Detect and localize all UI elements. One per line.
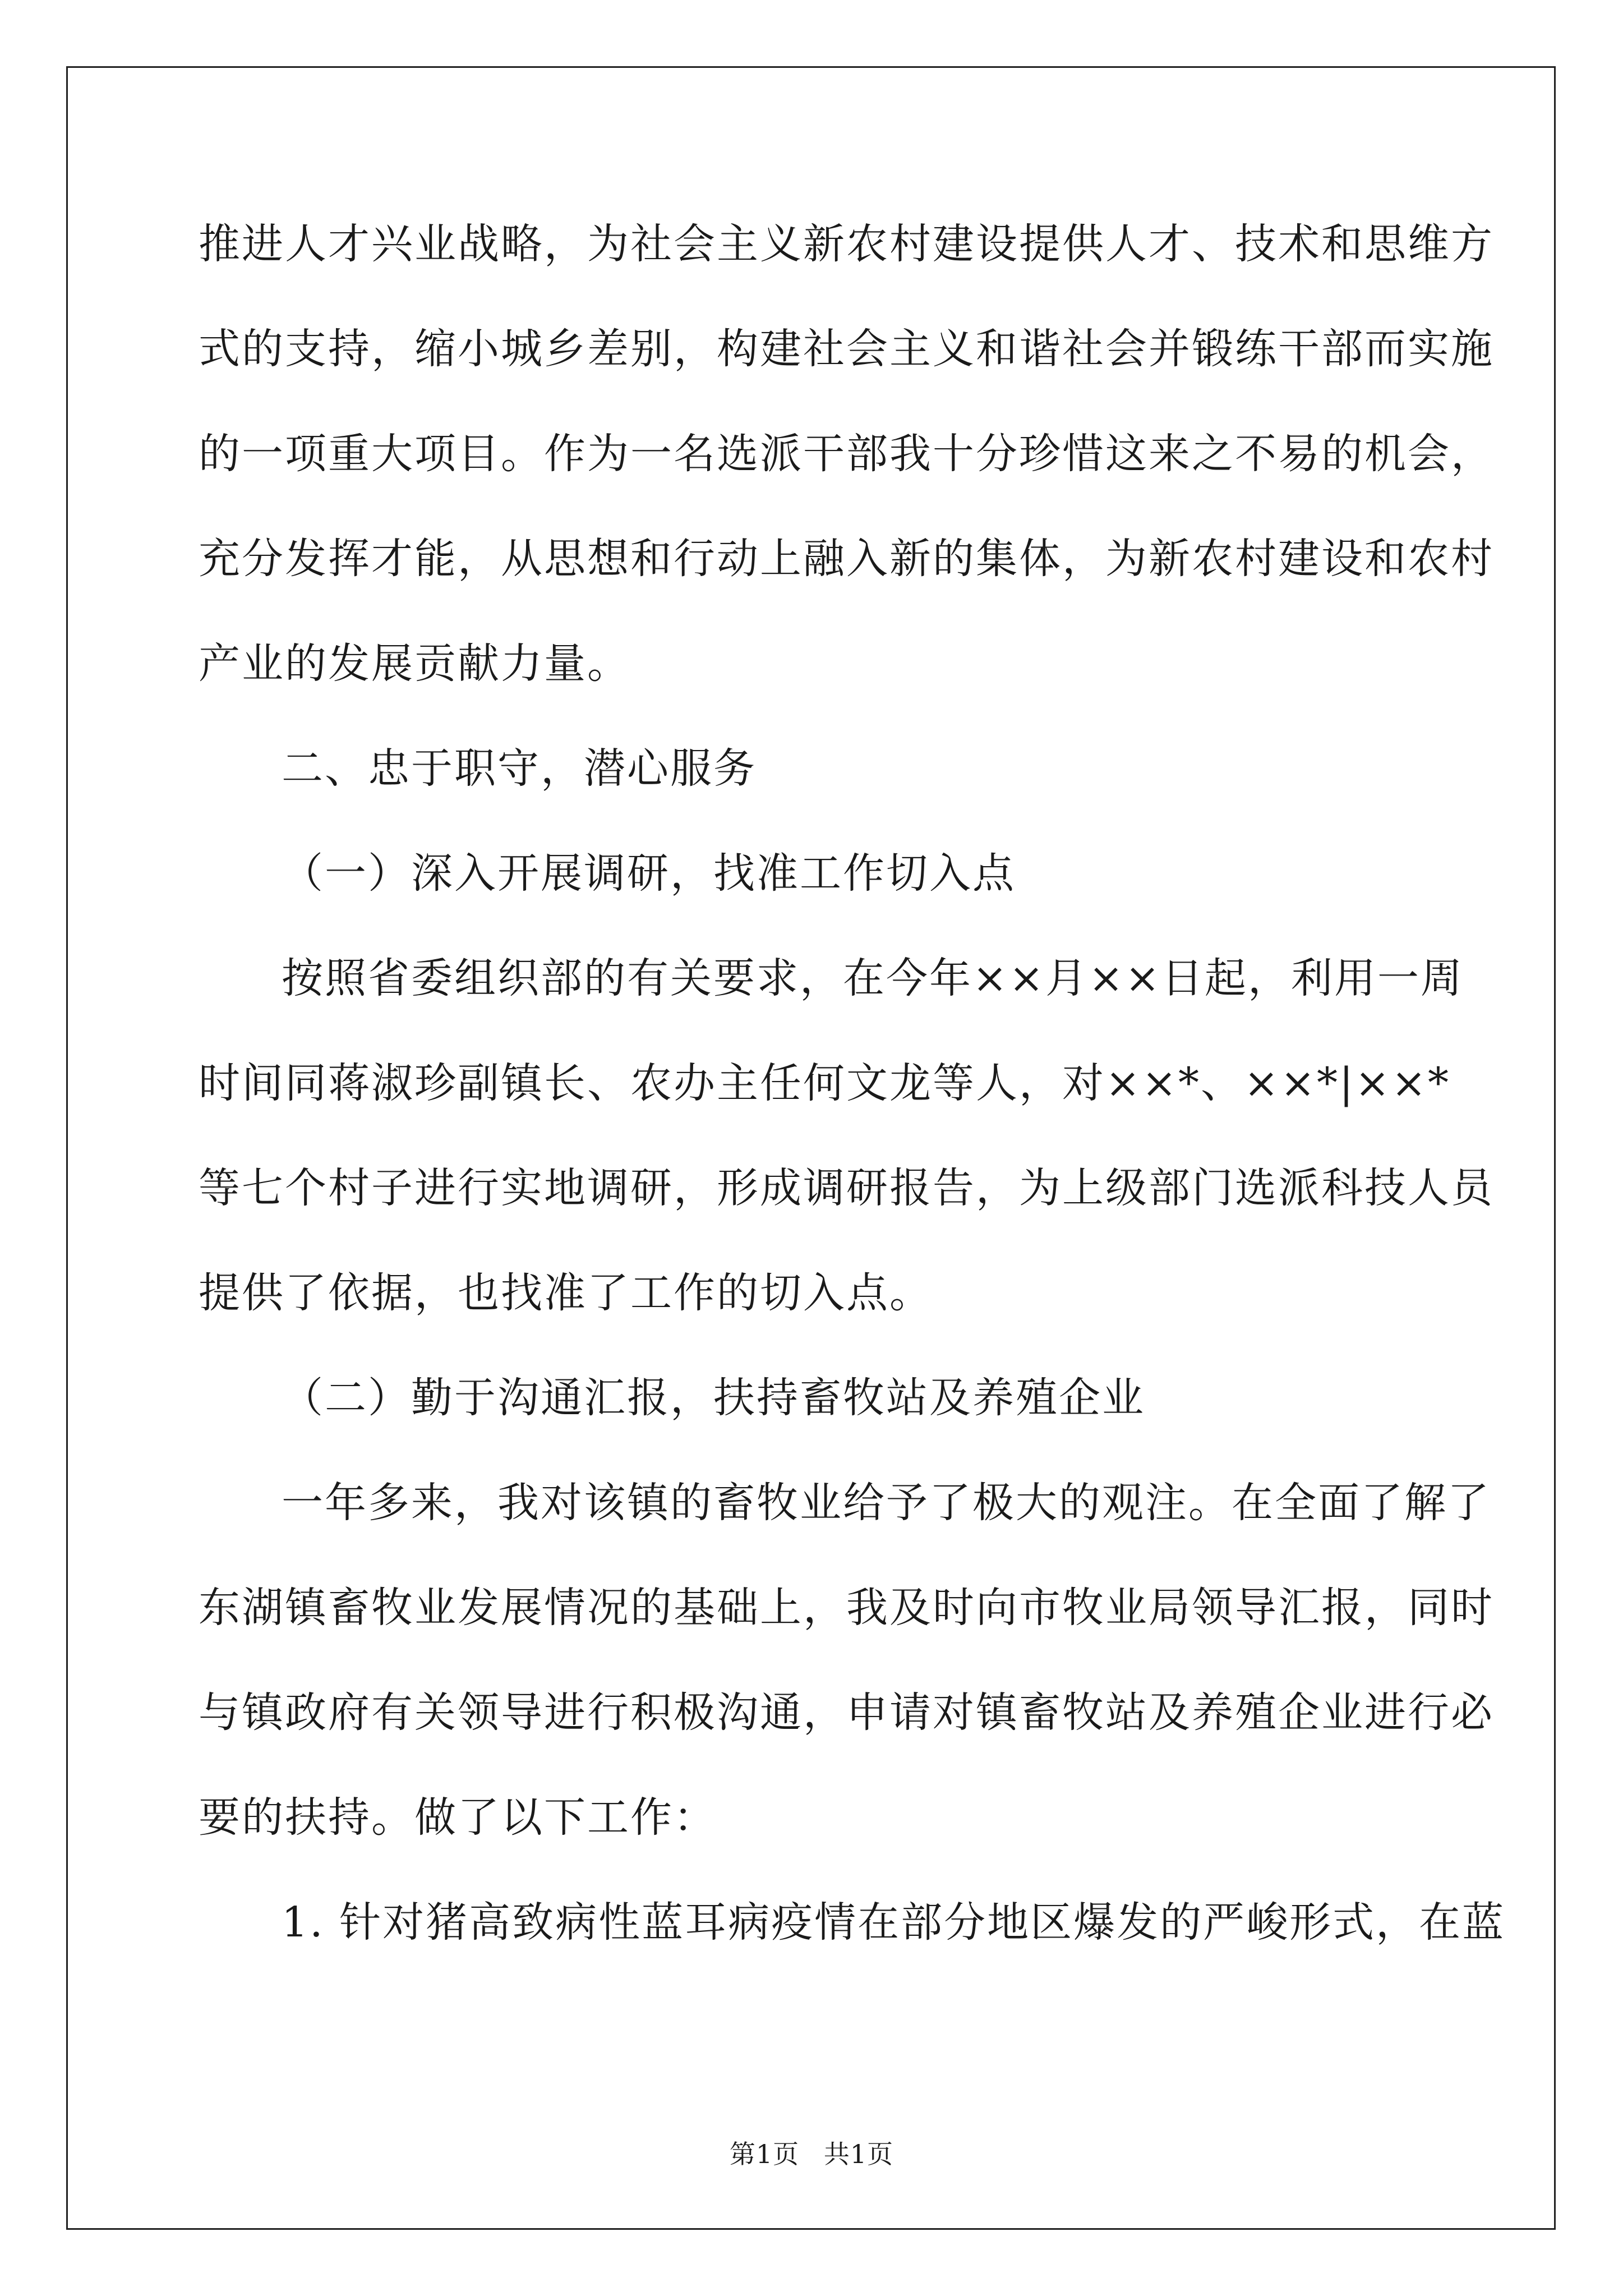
text-line: 按照省委组织部的有关要求，在今年××月××日起，利用一周 — [282, 954, 1464, 1002]
page-footer — [0, 2137, 1623, 2171]
list-item: 1. 针对猪高致病性蓝耳病疫情在部分地区爆发的严峻形式，在蓝 — [282, 1898, 1506, 1947]
text-line: 一年多来，我对该镇的畜牧业给予了极大的观注。在全面了解了 — [282, 1479, 1491, 1527]
page-number: 第1页 — [729, 2139, 800, 2169]
text-line: 式的支持，缩小城乡差别，构建社会主义和谐社会并锻练干部而实施 — [199, 325, 1494, 373]
page-total: 共1页 — [823, 2139, 894, 2169]
text-line: 产业的发展贡献力量。 — [199, 639, 630, 688]
text-line: 要的扶持。做了以下工作： — [199, 1793, 717, 1842]
text-line: 推进人才兴业战略，为社会主义新农村建设提供人才、技术和思维方 — [199, 220, 1494, 268]
subsection-heading: （二）勤于沟通汇报，扶持畜牧站及养殖企业 — [282, 1374, 1145, 1422]
text-line: 提供了依据，也找准了工作的切入点。 — [199, 1269, 933, 1317]
text-line: 等七个村子进行实地调研，形成调研报告，为上级部门选派科技人员 — [199, 1164, 1494, 1212]
subsection-heading: （一）深入开展调研，找准工作切入点 — [282, 849, 1016, 898]
text-line: 充分发挥才能，从思想和行动上融入新的集体，为新农村建设和农村 — [199, 535, 1494, 583]
section-heading: 二、忠于职守，潜心服务 — [282, 744, 757, 793]
text-line: 东湖镇畜牧业发展情况的基础上，我及时向市牧业局领导汇报，同时 — [199, 1584, 1494, 1632]
text-line: 与镇政府有关领导进行积极沟通，申请对镇畜牧站及养殖企业进行必 — [199, 1688, 1494, 1737]
text-line: 时间同蒋淑珍副镇长、农办主任何文龙等人，对××*、××*|××* — [199, 1059, 1450, 1107]
text-line: 的一项重大项目。作为一名选派干部我十分珍惜这来之不易的机会， — [199, 430, 1494, 478]
